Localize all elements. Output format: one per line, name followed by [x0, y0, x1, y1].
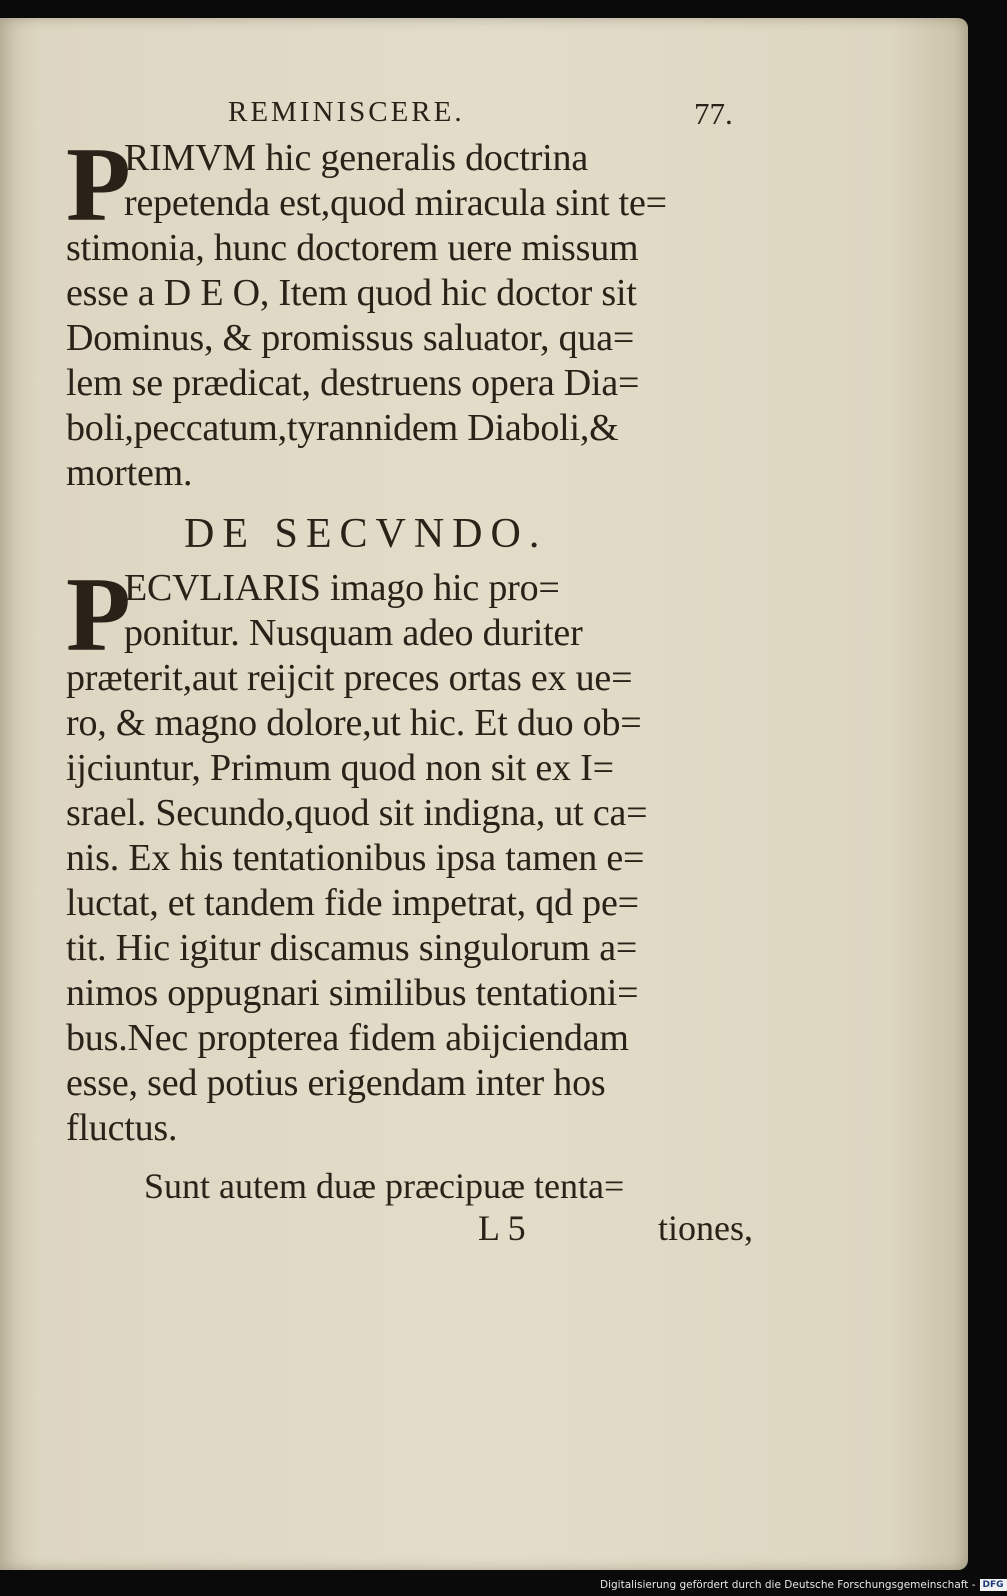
- text-line: stimonia, hunc doctorem uere missum: [66, 227, 639, 269]
- catchword: tiones,: [658, 1208, 753, 1248]
- text-line: repetenda est,quod miracula sint te=: [124, 182, 667, 224]
- text-line: srael. Secundo,quod sit indigna, ut ca=: [66, 792, 648, 834]
- text-line: Dominus, & promissus saluator, qua=: [66, 317, 635, 359]
- drop-cap: P: [66, 126, 131, 243]
- signature-mark: L 5: [478, 1208, 526, 1248]
- page-foot: [66, 1207, 753, 1253]
- paragraph-1: [66, 126, 746, 496]
- text-line: ECVLIARIS imago hic pro=: [124, 567, 560, 609]
- text-line: esse a D E O, Item quod hic doctor sit: [66, 272, 637, 314]
- text-line: boli,peccatum,tyrannidem Diaboli,&: [66, 407, 619, 449]
- text-line: nis. Ex his tentationibus ipsa tamen e=: [66, 837, 645, 879]
- drop-cap: P: [66, 556, 131, 673]
- text-line: esse, sed potius erigendam inter hos: [66, 1062, 606, 1104]
- section-heading: DE SECVNDO.: [184, 511, 548, 557]
- page-number: 77.: [694, 96, 733, 131]
- page-header: [66, 78, 746, 131]
- text-line: mortem.: [66, 452, 193, 494]
- paragraph-2: [66, 556, 746, 1151]
- paragraph-3: [66, 1165, 753, 1253]
- text-line: Sunt autem duæ præcipuæ tenta=: [144, 1166, 625, 1206]
- text-line: nimos oppugnari similibus tentationi=: [66, 972, 639, 1014]
- text-line: lem se prædicat, destruens opera Dia=: [66, 362, 640, 404]
- text-line: bus.Nec propterea fidem abijciendam: [66, 1017, 629, 1059]
- text-line: luctat, et tandem fide impetrat, qd pe=: [66, 882, 639, 924]
- text-line: RIMVM hic generalis doctrina: [124, 137, 589, 179]
- credit-text: Digitalisierung gefördert durch die Deutsche Forschungsgemeinschaft -: [600, 1579, 976, 1591]
- digitization-credit: [600, 1577, 1004, 1593]
- text-block: [66, 78, 753, 1253]
- text-line: ijciuntur, Primum quod non sit ex I=: [66, 747, 614, 789]
- book-page: [0, 18, 968, 1570]
- text-line: tit. Hic igitur discamus singulorum a=: [66, 927, 638, 969]
- running-head: REMINISCERE.: [228, 96, 465, 128]
- text-line: ponitur. Nusquam adeo duriter: [124, 612, 583, 654]
- text-line: præterit,aut reijcit preces ortas ex ue=: [66, 657, 633, 699]
- text-line: fluctus.: [66, 1107, 178, 1149]
- dfg-logo: DFG: [980, 1579, 1007, 1591]
- text-line: ro, & magno dolore,ut hic. Et duo ob=: [66, 702, 642, 744]
